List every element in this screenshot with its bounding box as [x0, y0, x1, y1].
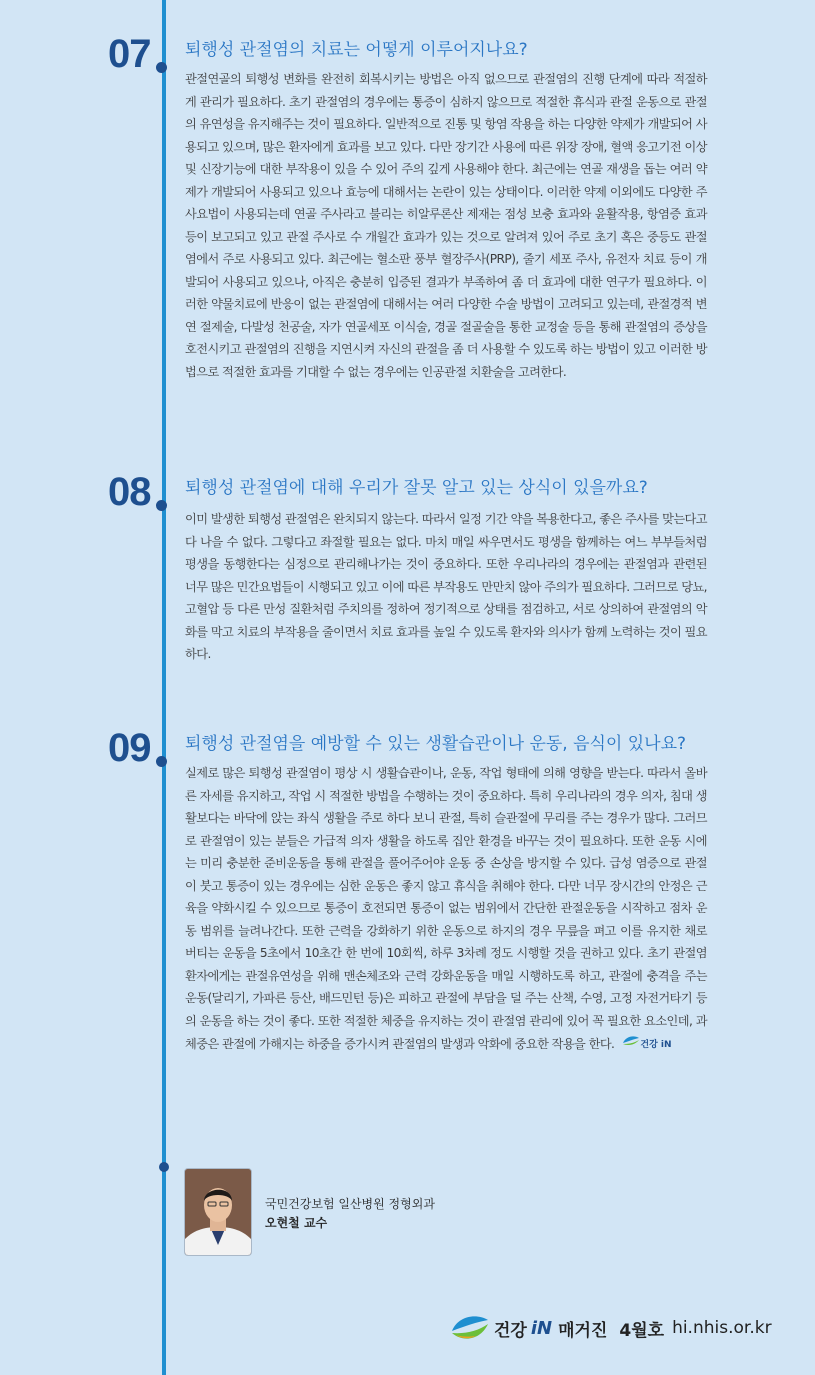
leaf-logo-icon — [450, 1313, 490, 1343]
timeline-dot — [159, 1162, 169, 1172]
section-body: 이미 발생한 퇴행성 관절염은 완치되지 않는다. 따라서 일정 기간 약을 복용한다고, 좋은 주사를 맞는다고 다 나을 수 없다. 그렇다고 좌절할 필요는 없다. 마치 매일 싸우면서도 평생을 함께하는 여느 부부들처럼 평생을 동행한다는 심정으로 관리해나가는 것이 중요하다. 또한 우리나라의 경우에는 관절염과 관련된 너무 많은 민간요법들이 시행되고 있고 이에 따른 부작용도 만만치 않아 주의가 필요하다. 그러므로 당뇨, 고혈압 등 다른 만성 질환처럼 주치의를 정하여 정기적으로 상태를 점검하고, 서로 상의하여 관절염의 악화를 막고 치료의 부작용을 줄이면서 치료 효과를 높일 수 있도록 환자와 의사가 함께 노력하는 것이 필요하다. — [185, 512, 707, 661]
timeline-dot — [156, 500, 167, 511]
timeline-dot — [156, 62, 167, 73]
author-name: 오현철 교수 — [265, 1216, 328, 1230]
section-body: 관절연골의 퇴행성 변화를 완전히 회복시키는 방법은 아직 없으므로 관절염의 진행 단계에 따라 적절하게 관리가 필요하다. 초기 관절염의 경우에는 통증이 심하지 않으므로 적절한 휴식과 관절 운동으로 관절의 유연성을 유지해주는 것이 필요하다. 일반적으로 진통 및 항염 작용을 하는 다양한 약제가 개발되어 사용되고 있으며, 많은 환자에게 효과를 보고 있다. 다만 장기간 사용에 따른 위장 장애, 혈액 응고기전 이상 및 신장기능에 대한 부작용이 있을 수 있어 주의 깊게 사용해야 한다. 최근에는 연골 재생을 돕는 여러 약제가 개발되어 사용되고 있으나 효능에 대해서는 논란이 있는 상태이다. 이러한 약제 이외에도 다양한 주사요법이 사용되는데 연골 주사라고 불리는 히알루론산 제재는 점성 보충 효과와 윤활작용, 항염증 효과 등이 보고되고 있고 관절 주사로 수 개월간 효과가 있는 것으로 알려져 있어 주로 초기 혹은 중등도 관절염에서 주로 사용되고 있다. 최근에는 혈소판 풍부 혈장주사(PRP), 줄기 세포 주사, 유전자 치료 등이 개발되어 사용되고 있으나, 아직은 충분히 입증된 결과가 부족하여 좀 더 효과에 대한 연구가 필요하다. 이러한 약물치료에 반응이 없는 관절염에 대해서는 여러 다양한 수술 방법이 고려되고 있는데, 관절경적 변연 절제술, 다발성 천공술, 자가 연골세포 이식술, 경골 절골술을 통한 교정술 등을 통해 관절염의 증상을 호전시키고 관절염의 진행을 지연시켜 자신의 관절을 좀 더 사용할 수 있도록 하는 방법이 있고 이러한 방법으로 적절한 효과를 기대할 수 없는 경우에는 인공관절 치환술을 고려한다. — [185, 72, 707, 379]
brand-name: 건강 — [494, 1320, 527, 1341]
author-affiliation: 국민건강보험 일산병원 정형외과 — [265, 1197, 435, 1211]
author-info — [265, 1195, 435, 1233]
author-photo — [184, 1168, 252, 1256]
section-number: 08 — [108, 470, 151, 514]
section-body-text: 실제로 많은 퇴행성 관절염이 평상 시 생활습관이나, 운동, 작업 형태에 의해 영향을 받는다. 따라서 올바른 자세를 유지하고, 작업 시 적절한 방법을 수행하는 것이 중요하다. 특히 우리나라의 경우 의자, 침대 생활보다는 바닥에 앉는 좌식 생활을 주로 하다 보니 관절, 특히 슬관절에 무리를 주는 경우가 많다. 그러므로 관절염이 있는 분들은 가급적 의자 생활을 하도록 집안 환경을 바꾸는 것이 필요하다. 또한 운동 시에는 미리 충분한 준비운동을 통해 관절을 풀어주어야 운동 중 손상을 방지할 수 있다. 급성 염증으로 관절이 붓고 통증이 있는 경우에는 심한 운동은 좋지 않고 휴식을 취해야 한다. 다만 너무 장시간의 안정은 근육을 약화시킬 수 있으므로 통증이 호전되면 통증이 없는 범위에서 간단한 관절운동을 시작하고 점차 운동 범위를 늘려나간다. 또한 근력을 강화하기 위한 운동으로 하지의 경우 무릎을 펴고 이를 유지한 채로 버티는 운동을 5초에서 10초간 한 번에 10회씩, 하루 3차례 정도 시행할 것을 권하고 있다. 초기 관절염 환자에게는 관절유연성을 위해 맨손체조와 근력 강화운동을 매일 시행하도록 하고, 관절에 충격을 주는 운동(달리기, 가파른 등산, 배드민턴 등)은 피하고 관절에 부담을 덜 주는 산책, 수영, 고정 자전거타기 등의 운동을 하는 것이 좋다. 또한 적절한 체중을 유지하는 것이 관절염 관리에 있어 꼭 필요한 요소인데, 과체중은 관절에 가해지는 하중을 증가시켜 관절염의 발생과 악화에 중요한 작용을 한다. — [185, 766, 707, 1051]
website-url: hi.nhis.or.kr — [672, 1318, 772, 1338]
brand-magazine: 매거진 — [558, 1320, 608, 1341]
brand-in: iN — [530, 1317, 553, 1339]
magazine-footer — [450, 1310, 772, 1346]
timeline-dot — [156, 756, 167, 767]
section-number: 09 — [108, 726, 151, 770]
issue-label: 4월호 — [619, 1320, 665, 1341]
section-body — [185, 762, 707, 1057]
leaf-icon — [622, 1035, 640, 1047]
section-title: 퇴행성 관절염의 치료는 어떻게 이루어지나요? — [185, 40, 528, 60]
section-title: 퇴행성 관절염을 예방할 수 있는 생활습관이나 운동, 음식이 있나요? — [185, 734, 687, 754]
section-title: 퇴행성 관절염에 대해 우리가 잘못 알고 있는 상식이 있을까요? — [185, 478, 648, 498]
end-logo-text: 건강 iN — [640, 1040, 672, 1050]
section-number: 07 — [108, 32, 151, 76]
health-in-logo — [622, 1032, 671, 1057]
